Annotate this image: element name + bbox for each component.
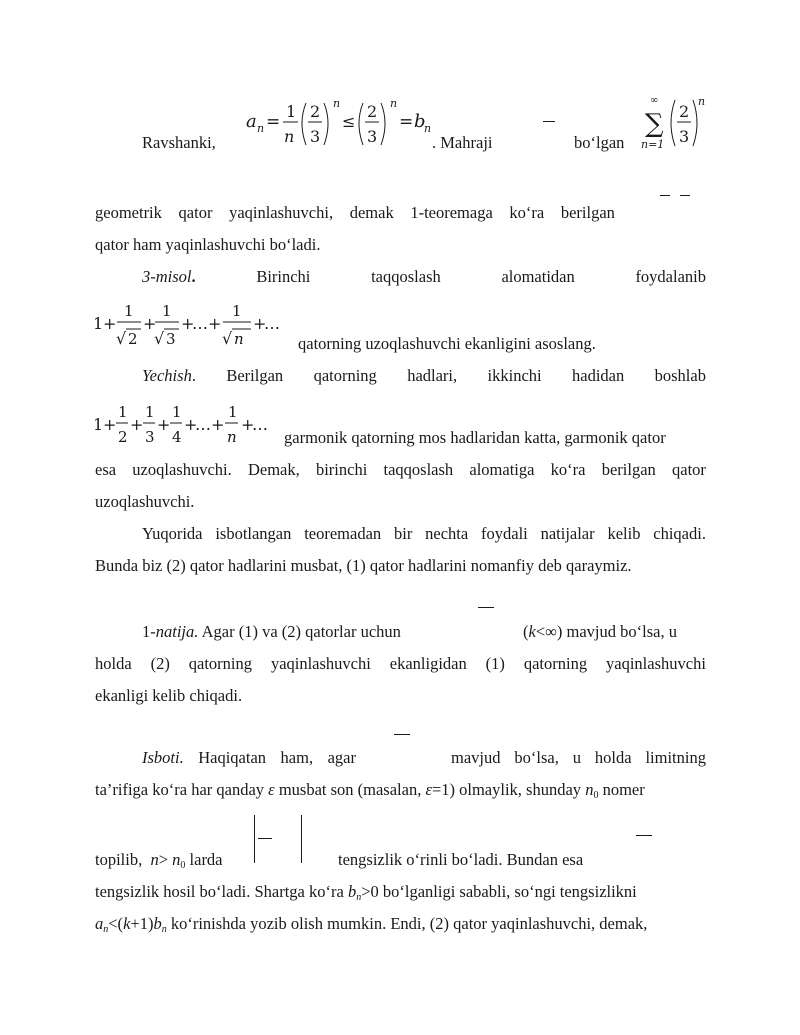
text-bolgan: bo‘lgan (574, 133, 625, 152)
formula-harmonic-series (91, 393, 281, 453)
formula-symbol: n=1 (641, 138, 665, 151)
proof-label: Isboti. (142, 748, 184, 767)
formula-symbol: + (241, 415, 255, 434)
text-ravshanki: Ravshanki, (142, 133, 216, 152)
formula-symbol: 1 (93, 415, 104, 434)
text-mahraji: . Mahraji (432, 133, 493, 152)
corollary-label: natija. (155, 622, 199, 641)
paragraph-line: esa uzoqlashuvchi. Demak, birinchi taqqoslash alomatiga ko‘ra berilgan qator (95, 460, 706, 479)
paragraph-line: tengsizlik hosil bo‘ladi. Shartga ko‘ra $b_n>0$ bo‘lganligi sababli, so‘ngi tengsizlikni (95, 882, 637, 903)
formula-symbol: ≤ (342, 112, 356, 131)
formula-symbol: 3 (367, 127, 378, 146)
formula-an-bound (244, 95, 434, 159)
proof-line: Isboti. Haqiqatan ham, agar (142, 748, 356, 767)
formula-symbol: 2 (128, 330, 138, 348)
formula-symbol: n (227, 428, 237, 446)
formula-symbol: + (143, 314, 157, 333)
dash-mark (394, 734, 410, 735)
paragraph-line: ta’rifiga ko‘ra har qanday ε musbat son (masalan, ε=1) olmaylik, shunday $n_0$ nomer (95, 780, 645, 801)
formula-symbol: = (399, 112, 414, 132)
formula-symbol: = (266, 112, 281, 132)
corollary-line: 1-natija. Agar (1) va (2) qatorlar uchun (142, 622, 401, 641)
formula-symbol: ∞ (650, 95, 659, 106)
formula-symbol: 3 (166, 330, 176, 348)
formula-symbol: … (192, 314, 208, 333)
formula-symbol: n (698, 95, 706, 108)
dash-mark (680, 195, 690, 196)
formula-symbol: 4 (172, 428, 182, 446)
formula-geometric-sum (640, 90, 706, 166)
formula-sqrt-series (91, 292, 291, 358)
paragraph-line: uzoqlashuvchi. (95, 492, 195, 511)
formula-symbol: √ (154, 329, 165, 348)
paragraph-line: Yuqorida isbotlangan teoremadan bir nechta foydali natijalar kelib chiqadi. (142, 524, 706, 543)
formula-symbol: + (208, 314, 222, 333)
formula-symbol: 2 (310, 102, 321, 121)
dash-mark (543, 121, 555, 122)
formula-symbol: 1 (172, 403, 182, 421)
formula-symbol: … (195, 415, 211, 434)
formula-symbol: n (390, 97, 398, 110)
formula-symbol: + (181, 314, 195, 333)
abs-bar-left (254, 815, 255, 863)
paragraph-line: ekanligi kelib chiqadi. (95, 686, 243, 705)
formula-symbol: + (253, 314, 267, 333)
formula-symbol: ∑ (645, 109, 664, 139)
formula-symbol: 1 (93, 314, 104, 333)
paragraph-line: holda (2) qatorning yaqinlashuvchi ekanligidan (1) qatorning yaqinlashuvchi (95, 654, 706, 673)
formula-symbol: 1 (118, 403, 128, 421)
dash-mark (478, 607, 494, 608)
paragraph-line: geometrik qator yaqinlashuvchi, demak 1-teoremaga ko‘ra berilgan (95, 203, 615, 222)
formula-symbol: n (257, 122, 265, 135)
formula-symbol: √ (116, 329, 127, 348)
paragraph-line: qator ham yaqinlashuvchi bo‘ladi. (95, 235, 321, 254)
dash-mark (636, 835, 652, 836)
dash-mark (258, 838, 272, 839)
paragraph-line: qatorning uzoqlashuvchi ekanligini asoslang. (298, 334, 596, 353)
formula-symbol: … (252, 415, 268, 434)
formula-symbol: a (246, 111, 257, 132)
formula-symbol: + (184, 415, 198, 434)
formula-symbol: 1 (162, 302, 172, 320)
paragraph-line: tengsizlik o‘rinli bo‘ladi. Bundan esa (338, 850, 584, 869)
formula-symbol: + (157, 415, 171, 434)
example-heading-line: 3-misol. Birinchi taqqoslash alomatidan foydalanib (142, 267, 706, 286)
formula-symbol: 2 (367, 102, 378, 121)
formula-symbol: b (414, 111, 426, 132)
formula-symbol: 3 (310, 127, 321, 146)
formula-symbol: + (130, 415, 144, 434)
formula-symbol: 1 (286, 102, 297, 121)
formula-symbol: 1 (124, 302, 134, 320)
paragraph-line: Bunda biz (2) qator hadlarini musbat, (1) qator hadlarini nomanfiy deb qaraymiz. (95, 556, 632, 575)
formula-symbol: 3 (145, 428, 155, 446)
solution-label: Yechish (142, 366, 192, 385)
solution-heading-line: Yechish. Berilgan qatorning hadlari, ikkinchi hadidan boshlab (142, 366, 706, 385)
paragraph-line: $a_n<(k+1)b_n$ ko‘rinishda yozib olish mumkin. Endi, (2) qator yaqinlashuvchi, demak, (95, 914, 648, 935)
paragraph-line: garmonik qatorning mos hadlaridan katta, garmonik qator (284, 428, 666, 447)
formula-symbol: 3 (679, 127, 690, 146)
formula-symbol: + (211, 415, 225, 434)
formula-symbol: 2 (679, 102, 690, 121)
formula-symbol: 1 (228, 403, 238, 421)
formula-symbol: 1 (145, 403, 155, 421)
proof-line-end: mavjud bo‘lsa, u holda limitning (451, 748, 706, 767)
abs-bar-right (301, 815, 302, 863)
formula-symbol: n (424, 122, 432, 135)
dash-mark (660, 195, 670, 196)
corollary-line-end: (k<∞) mavjud bo‘lsa, u (523, 622, 677, 641)
formula-symbol: n (234, 330, 244, 348)
formula-symbol: √ (222, 329, 233, 348)
example-label: 3-misol (142, 267, 192, 286)
formula-symbol: 2 (118, 428, 128, 446)
formula-symbol: + (103, 314, 117, 333)
formula-symbol: n (333, 97, 341, 110)
formula-symbol: + (103, 415, 117, 434)
formula-symbol: n (284, 127, 295, 146)
formula-symbol: 1 (232, 302, 242, 320)
paragraph-line: topilib, $n> n_0$ larda (95, 850, 223, 871)
formula-symbol: … (264, 314, 280, 333)
